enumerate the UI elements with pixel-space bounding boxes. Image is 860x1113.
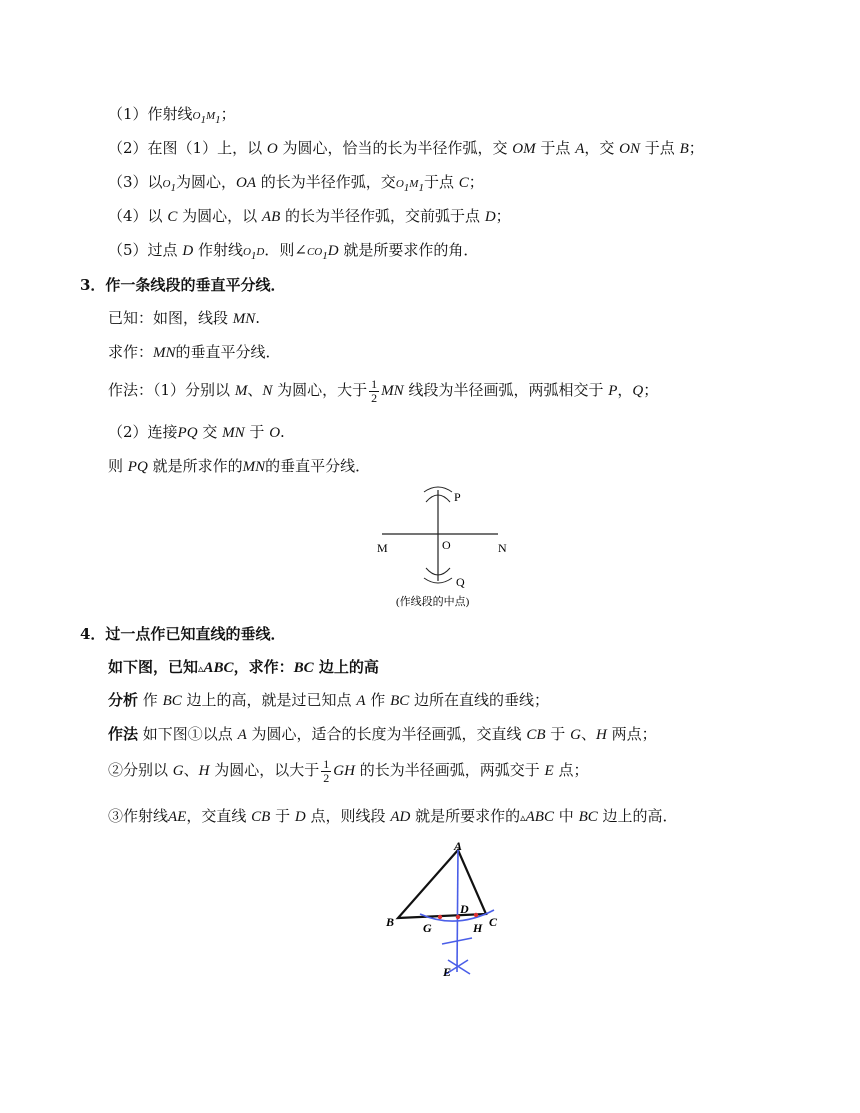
step-4-line [108,206,511,227]
ask-line [108,342,281,363]
step-1-line [108,104,236,130]
conclusion-text: 就是所求作的 [152,457,243,475]
fraction-denominator: 2 [371,390,378,405]
math-pq: PQ [177,425,198,441]
step-three-line [108,806,678,828]
math-mn: MN [381,383,404,399]
math-g: G [570,727,581,743]
math-ae: AE [168,809,187,825]
arc-e-b [448,960,470,974]
step-text: 为圆心，恰当的长为半径作弧，交 [282,139,508,157]
math-oa: OA [236,175,257,191]
math-mn: MN [222,425,245,441]
step-text: 于点 [540,139,571,157]
step-text: 就是所要求作的 [415,807,521,825]
math-m: M [234,383,248,399]
fraction-half [369,378,379,405]
math-g: G [172,763,184,779]
math-mn: MN [232,311,256,327]
label-m: M [377,541,388,555]
subscript: 1 [215,114,221,126]
triangle-symbol: ▵ [520,811,526,824]
method-text: 为圆心，大于 [277,381,368,399]
given-line [108,657,379,679]
math-c: C [458,175,469,191]
ray-ae [457,850,458,972]
math-e: E [544,763,554,779]
step-text: （5）过点 [108,241,178,259]
math-om: OM [512,141,536,157]
step-text: 为圆心，以 [182,207,258,225]
math-p: P [608,383,618,399]
math-o: O [269,425,281,441]
math-d: D [182,243,194,259]
method-text: 、 [247,381,263,399]
label-c: C [489,915,498,929]
math-d: D [256,246,265,258]
method-text: 为圆心，适合的长度为半径画弧，交直线 [251,725,522,743]
math-b: B [679,141,689,157]
label-a: A [454,839,463,853]
given-text: 边上的高 [318,658,379,676]
analysis-text: 边所在直线的垂线； [414,691,550,709]
math-gh: GH [333,763,355,779]
math-a: A [356,693,366,709]
math-abc: ABC [525,809,554,825]
math-cb: CB [526,727,546,743]
step-text: 点，则线段 [310,807,386,825]
step-text: 、 [183,761,199,779]
math-n: N [262,383,273,399]
step-text: ； [495,207,511,225]
method-2-line [108,422,285,443]
label-n: N [498,541,507,555]
conclusion-text: 的垂直平分线． [265,457,371,475]
altitude-construction-figure [380,838,510,983]
step-text: 为圆心，以大于 [214,761,320,779]
math-bc: BC [390,693,410,709]
method-text: 如下图①以点 [142,725,233,743]
analysis-line [108,690,549,711]
method-text: 于 [249,423,265,441]
math-abc: ABC [203,660,234,676]
math-ab: AB [261,209,281,225]
step-text: 就是所要求作的角． [343,241,479,259]
section-4-heading: 4．过一点作已知直线的垂线． [80,625,286,643]
step-text: ．则∠ [264,241,307,259]
method-text: 于 [550,725,566,743]
subscript: 1 [418,182,424,194]
step-text: 作射线 [197,241,243,259]
math-o1: O [395,178,404,190]
subscript: 1 [322,250,328,262]
math-m1: M [206,110,216,122]
step-two-line [108,756,589,785]
analysis-text: 边上的高，就是过已知点 [186,691,352,709]
math-on: ON [619,141,641,157]
known-line [108,308,260,329]
label-o: O [442,538,451,552]
step-text: 于点 [644,139,675,157]
math-mn: MN [153,345,176,361]
triangle-abc [398,850,486,918]
math-h: H [198,763,210,779]
label-g: G [423,921,432,935]
math-ad: AD [390,809,411,825]
math-pq: PQ [127,459,148,475]
step-text: 的长为半径画弧，两弧交于 [359,761,540,779]
step-text: ，交 [584,139,615,157]
fraction-half [321,758,331,785]
math-d: D [484,209,496,225]
method-text: ； [643,381,659,399]
label-h: H [473,921,483,935]
math-cb: CB [251,809,271,825]
fraction-denominator: 2 [323,770,330,785]
math-bc: BC [578,809,598,825]
step-text: （3）以 [108,173,163,191]
known-text: 已知：如图，线段 [108,309,229,327]
math-o1: O [162,178,171,190]
method-text: 两点； [611,725,657,743]
step-text: ②分别以 [108,761,169,779]
math-bc: BC [293,660,314,676]
subscript: 1 [170,182,176,194]
step-text: 为圆心， [176,173,237,191]
math-co: CO [306,246,323,258]
math-q: Q [632,383,644,399]
ask-text: 求作： [108,343,154,361]
math-bc: BC [162,693,182,709]
step-text: ； [468,173,484,191]
method-text: ， [617,381,633,399]
triangle-symbol: ▵ [198,662,204,675]
fraction-numerator: 1 [371,376,378,391]
step-text: 于点 [423,173,454,191]
math-o: O [266,141,278,157]
method-text: （2）连接 [108,423,178,441]
step-text: 中 [558,807,574,825]
method-line [108,724,657,745]
math-o1: O [192,110,201,122]
label-p: P [454,490,461,504]
analysis-text: 作 [370,691,386,709]
figure-caption: (作线段的中点) [396,596,470,608]
point-h [474,913,478,917]
math-a: A [237,727,247,743]
step-text: ，交直线 [186,807,247,825]
section-3-heading: 3．作一条线段的垂直平分线． [80,276,286,294]
step-text: ③作射线 [108,807,169,825]
analysis-label: 分析 [108,691,139,709]
step-text: （4）以 [108,207,163,225]
math-mn: MN [242,459,266,475]
method-1-line [108,376,658,405]
method-text: . [280,423,285,441]
step-3-line [108,172,484,198]
method-text: 交 [202,423,218,441]
conclusion-line [108,456,370,477]
step-text: 于 [275,807,291,825]
step-5-line [108,240,478,266]
math-o1: O [242,246,251,258]
perpendicular-bisector-figure [360,484,535,612]
method-label: 作法 [108,725,139,743]
ask-text: 的垂直平分线． [175,343,281,361]
analysis-text: 作 [142,691,158,709]
conclusion-text: 则 [108,457,124,475]
known-text: . [255,309,261,327]
point-g [438,915,442,919]
step-text: ； [688,139,704,157]
label-q: Q [456,575,465,589]
math-c: C [167,209,178,225]
math-a: A [575,141,585,157]
given-text: 如下图，已知 [108,658,199,676]
method-text: 作法：（1）分别以 [108,381,231,399]
math-h: H [595,727,607,743]
step-text: 边上的高． [602,807,678,825]
label-d: D [460,902,469,916]
step-text: ； [220,105,236,123]
label-e: E [443,965,452,979]
step-text: （2）在图（1）上，以 [108,139,263,157]
subscript: 1 [200,114,206,126]
method-text: 线段为半径画弧，两弧相交于 [408,381,604,399]
math-m1: M [409,178,419,190]
fraction-numerator: 1 [323,756,330,771]
step-text: （1）作射线 [108,105,193,123]
step-text: 的长为半径作弧，交 [260,173,396,191]
step-text: 点； [558,761,589,779]
step-text: 的长为半径作弧，交前弧于点 [285,207,481,225]
math-d: D [327,243,339,259]
subscript: 1 [403,182,410,194]
given-text: ，求作： [233,658,294,676]
step-2-line [108,138,704,159]
label-b: B [386,915,395,929]
subscript: 1 [250,250,257,262]
method-text: 、 [580,725,596,743]
math-d: D [294,809,306,825]
